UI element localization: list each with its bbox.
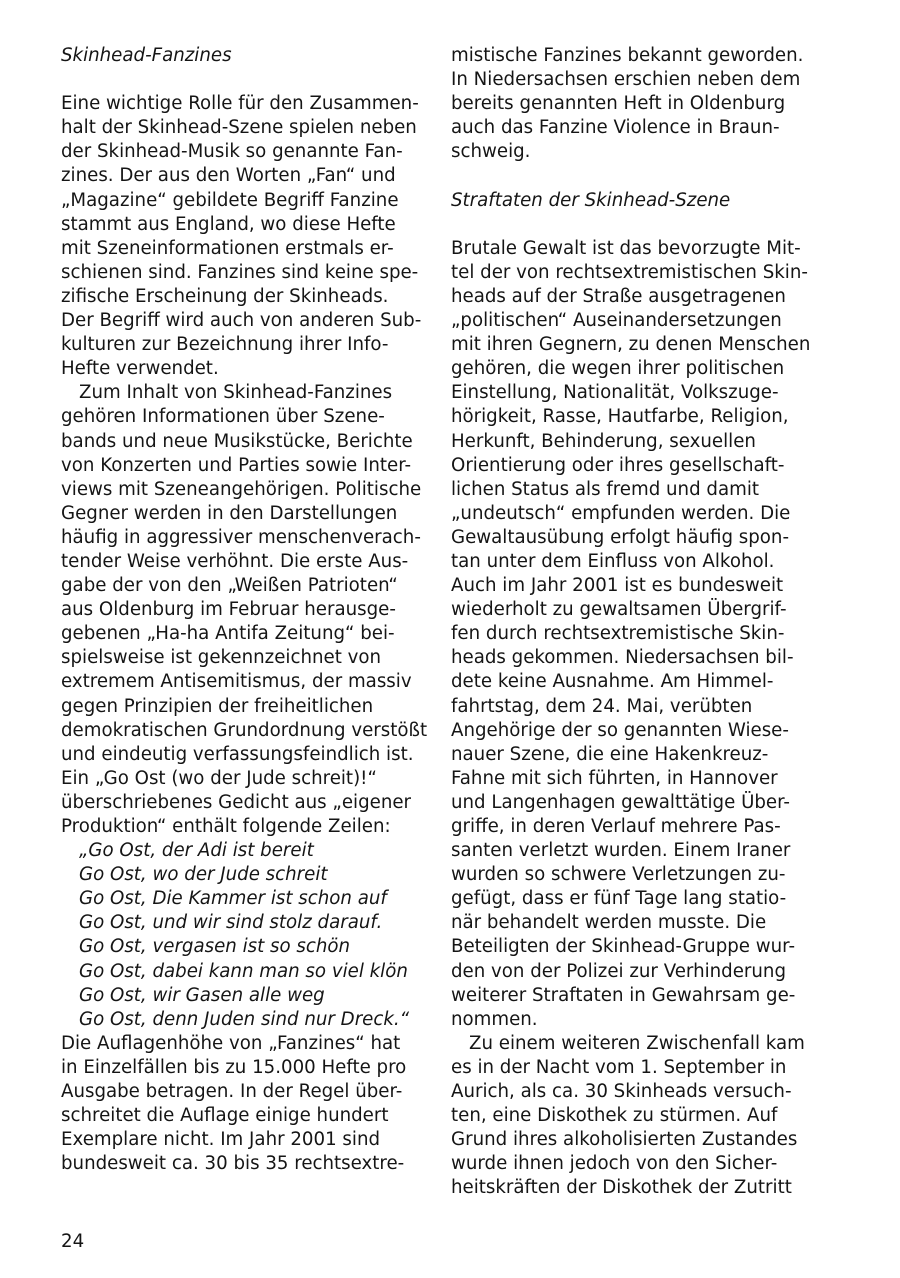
text-line: den von der Polizei zur Verhinderung xyxy=(451,960,786,982)
text-line: nommen. xyxy=(451,1008,538,1030)
text-line: santen verletzt wurden. Einem Iraner xyxy=(451,840,791,862)
text-line: kulturen zur Bezeichnung ihrer Info- xyxy=(61,334,389,356)
poem-block xyxy=(61,839,419,1032)
poem-line: Go Ost, vergasen ist so schön xyxy=(79,936,351,958)
text-line: Auch im Jahr 2001 ist es bundesweit xyxy=(451,575,784,597)
poem-line: Go Ost, wo der Jude schreit xyxy=(79,864,328,886)
text-line: gegen Prinzipien der freiheitlichen xyxy=(61,695,374,717)
text-line: zifische Erscheinung der Skinheads. xyxy=(61,285,389,307)
text-line: Exemplare nicht. Im Jahr 2001 sind xyxy=(61,1129,381,1151)
text-line: bundesweit ca. 30 bis 35 rechtsextre- xyxy=(61,1153,405,1175)
text-line: bands und neue Musikstücke, Berichte xyxy=(61,430,413,452)
text-line: „Magazine“ gebildete Begriff Fanzine xyxy=(61,189,399,211)
page-number: 24 xyxy=(61,1231,85,1252)
text-line: Beteiligten der Skinhead-Gruppe wur- xyxy=(451,936,796,958)
paragraph-aurich xyxy=(451,1032,809,1201)
poem-line: Go Ost, und wir sind stolz darauf. xyxy=(79,912,383,934)
spacer xyxy=(61,68,419,92)
poem-line: Go Ost, wir Gasen alle weg xyxy=(79,984,325,1006)
text-line: mistische Fanzines bekannt geworden. xyxy=(451,45,804,66)
text-line: views mit Szeneangehörigen. Politische xyxy=(61,478,422,500)
text-line: fen durch rechtsextremistische Skin- xyxy=(451,623,785,645)
text-line: Angehörige der so genannten Wiese- xyxy=(451,719,789,741)
text-line: Die Auflagenhöhe von „Fanzines“ hat xyxy=(61,1032,401,1054)
paragraph-circulation xyxy=(61,1032,419,1177)
paragraph-content xyxy=(61,381,428,839)
text-line: stammt aus England, wo diese Hefte xyxy=(61,213,396,235)
left-column xyxy=(61,44,428,1176)
text-line: Produktion“ enthält folgende Zeilen: xyxy=(61,816,391,837)
text-line: aus Oldenburg im Februar herausge- xyxy=(61,599,396,621)
text-line: überschriebenes Gedicht aus „eigener xyxy=(61,791,412,813)
section-heading-straftaten: Straftaten der Skinhead-Szene xyxy=(451,189,731,211)
text-line: Orientierung oder ihres gesellschaft- xyxy=(451,454,785,476)
text-line: Grund ihres alkoholisierten Zustandes xyxy=(451,1129,798,1151)
text-line: In Niedersachsen erschien neben dem xyxy=(451,69,801,91)
text-line: Fahne mit sich führten, in Hannover xyxy=(451,767,778,789)
text-line: wiederholt zu gewaltsamen Übergrif- xyxy=(451,599,787,621)
text-line: heitskräften der Diskothek der Zutritt xyxy=(451,1177,792,1199)
text-line: in Einzelfällen bis zu 15.000 Hefte pro xyxy=(61,1056,407,1078)
text-line: bereits genannten Heft in Oldenburg xyxy=(451,93,786,115)
text-line: nauer Szene, die eine Hakenkreuz- xyxy=(451,743,769,765)
paragraph-violence xyxy=(451,237,809,1032)
poem-line: Go Ost, denn Juden sind nur Dreck.“ xyxy=(79,1008,410,1030)
text-line: Gewaltausübung erfolgt häufig spon- xyxy=(451,526,790,548)
text-line: Herkunft, Behinderung, sexuellen xyxy=(451,430,756,452)
text-line: gefügt, dass er fünf Tage lang statio- xyxy=(451,888,787,910)
text-line: Gegner werden in den Darstellungen xyxy=(61,502,398,524)
text-line: tender Weise verhöhnt. Die erste Aus- xyxy=(61,550,409,572)
text-line: häufig in aggressiver menschenverach- xyxy=(61,526,421,548)
text-line: von Konzerten und Parties sowie Inter- xyxy=(61,454,412,476)
text-line: dete keine Ausnahme. Am Himmel- xyxy=(451,671,774,693)
text-line: Aurich, als ca. 30 Skinheads versuch- xyxy=(451,1081,792,1103)
text-line: gebenen „Ha-ha Antifa Zeitung“ bei- xyxy=(61,623,395,645)
text-line: gehören Informationen über Szene- xyxy=(61,406,385,428)
text-line: auch das Fanzine Violence in Braun- xyxy=(451,117,780,139)
text-line: när behandelt werden musste. Die xyxy=(451,912,767,934)
text-line: „undeutsch“ empfunden werden. Die xyxy=(451,502,791,524)
text-line: halt der Skinhead-Szene spielen neben xyxy=(61,117,417,139)
poem-line: Go Ost, dabei kann man so viel klön xyxy=(79,960,408,982)
text-line: heads auf der Straße ausgetragenen xyxy=(451,285,786,307)
text-line: und eindeutig verfassungsfeindlich ist. xyxy=(61,743,414,765)
text-line: extremem Antisemitismus, der massiv xyxy=(61,671,412,693)
text-line: spielsweise ist gekennzeichnet von xyxy=(61,647,382,669)
poem-line: Go Ost, Die Kammer ist schon auf xyxy=(79,888,387,910)
paragraph-continuation xyxy=(451,44,809,164)
poem-line: „Go Ost, der Adi ist bereit xyxy=(79,840,314,862)
text-line: schienen sind. Fanzines sind keine spe- xyxy=(61,261,419,283)
text-line: wurden so schwere Verletzungen zu- xyxy=(451,864,786,886)
text-line: wurde ihnen jedoch von den Sicher- xyxy=(451,1153,778,1175)
text-line: fahrtstag, dem 24. Mai, verübten xyxy=(451,695,753,717)
right-column xyxy=(451,44,809,1201)
text-line: demokratischen Grundordnung verstößt xyxy=(61,719,428,741)
text-line: Der Begriff wird auch von anderen Sub- xyxy=(61,310,422,332)
text-line: tel der von rechtsextremistischen Skin- xyxy=(451,261,808,283)
text-line: hörigkeit, Rasse, Hautfarbe, Religion, xyxy=(451,406,789,428)
text-line: Hefte verwendet. xyxy=(61,358,219,380)
text-line: es in der Nacht vom 1. September in xyxy=(451,1056,787,1078)
text-line: lichen Status als fremd und damit xyxy=(451,478,760,500)
text-line: weiterer Straftaten in Gewahrsam ge- xyxy=(451,984,796,1006)
text-line: ten, eine Diskothek zu stürmen. Auf xyxy=(451,1105,778,1127)
text-line: schreitet die Auflage einige hundert xyxy=(61,1105,389,1127)
text-line: Zum Inhalt von Skinhead-Fanzines xyxy=(79,382,393,404)
paragraph-intro xyxy=(61,92,422,381)
text-line: gabe der von den „Weißen Patrioten“ xyxy=(61,575,398,597)
text-line: tan unter dem Einfluss von Alkohol. xyxy=(451,550,775,572)
text-line: gehören, die wegen ihrer politischen xyxy=(451,358,785,380)
text-line: Ausgabe betragen. In der Regel über- xyxy=(61,1081,403,1103)
text-line: Einstellung, Nationalität, Volkszuge- xyxy=(451,382,779,404)
text-line: der Skinhead-Musik so genannte Fan- xyxy=(61,141,403,163)
text-line: mit ihren Gegnern, zu denen Menschen xyxy=(451,334,811,356)
spacer xyxy=(451,213,809,237)
text-line: Ein „Go Ost (wo der Jude schreit)!“ xyxy=(61,767,377,789)
text-line: und Langenhagen gewalttätige Über- xyxy=(451,791,790,813)
text-line: mit Szeneinformationen erstmals er- xyxy=(61,237,394,259)
spacer xyxy=(451,164,809,188)
text-line: Eine wichtige Rolle für den Zusammen- xyxy=(61,93,419,115)
text-line: zines. Der aus den Worten „Fan“ und xyxy=(61,165,396,187)
text-line: „politischen“ Auseinandersetzungen xyxy=(451,310,782,332)
text-line: Zu einem weiteren Zwischenfall kam xyxy=(469,1032,805,1054)
section-heading-fanzines: Skinhead-Fanzines xyxy=(61,45,232,66)
text-line: heads gekommen. Niedersachsen bil- xyxy=(451,647,794,669)
text-line: griffe, in deren Verlauf mehrere Pas- xyxy=(451,816,781,837)
text-line: schweig. xyxy=(451,141,531,163)
text-line: Brutale Gewalt ist das bevorzugte Mit- xyxy=(451,237,801,259)
